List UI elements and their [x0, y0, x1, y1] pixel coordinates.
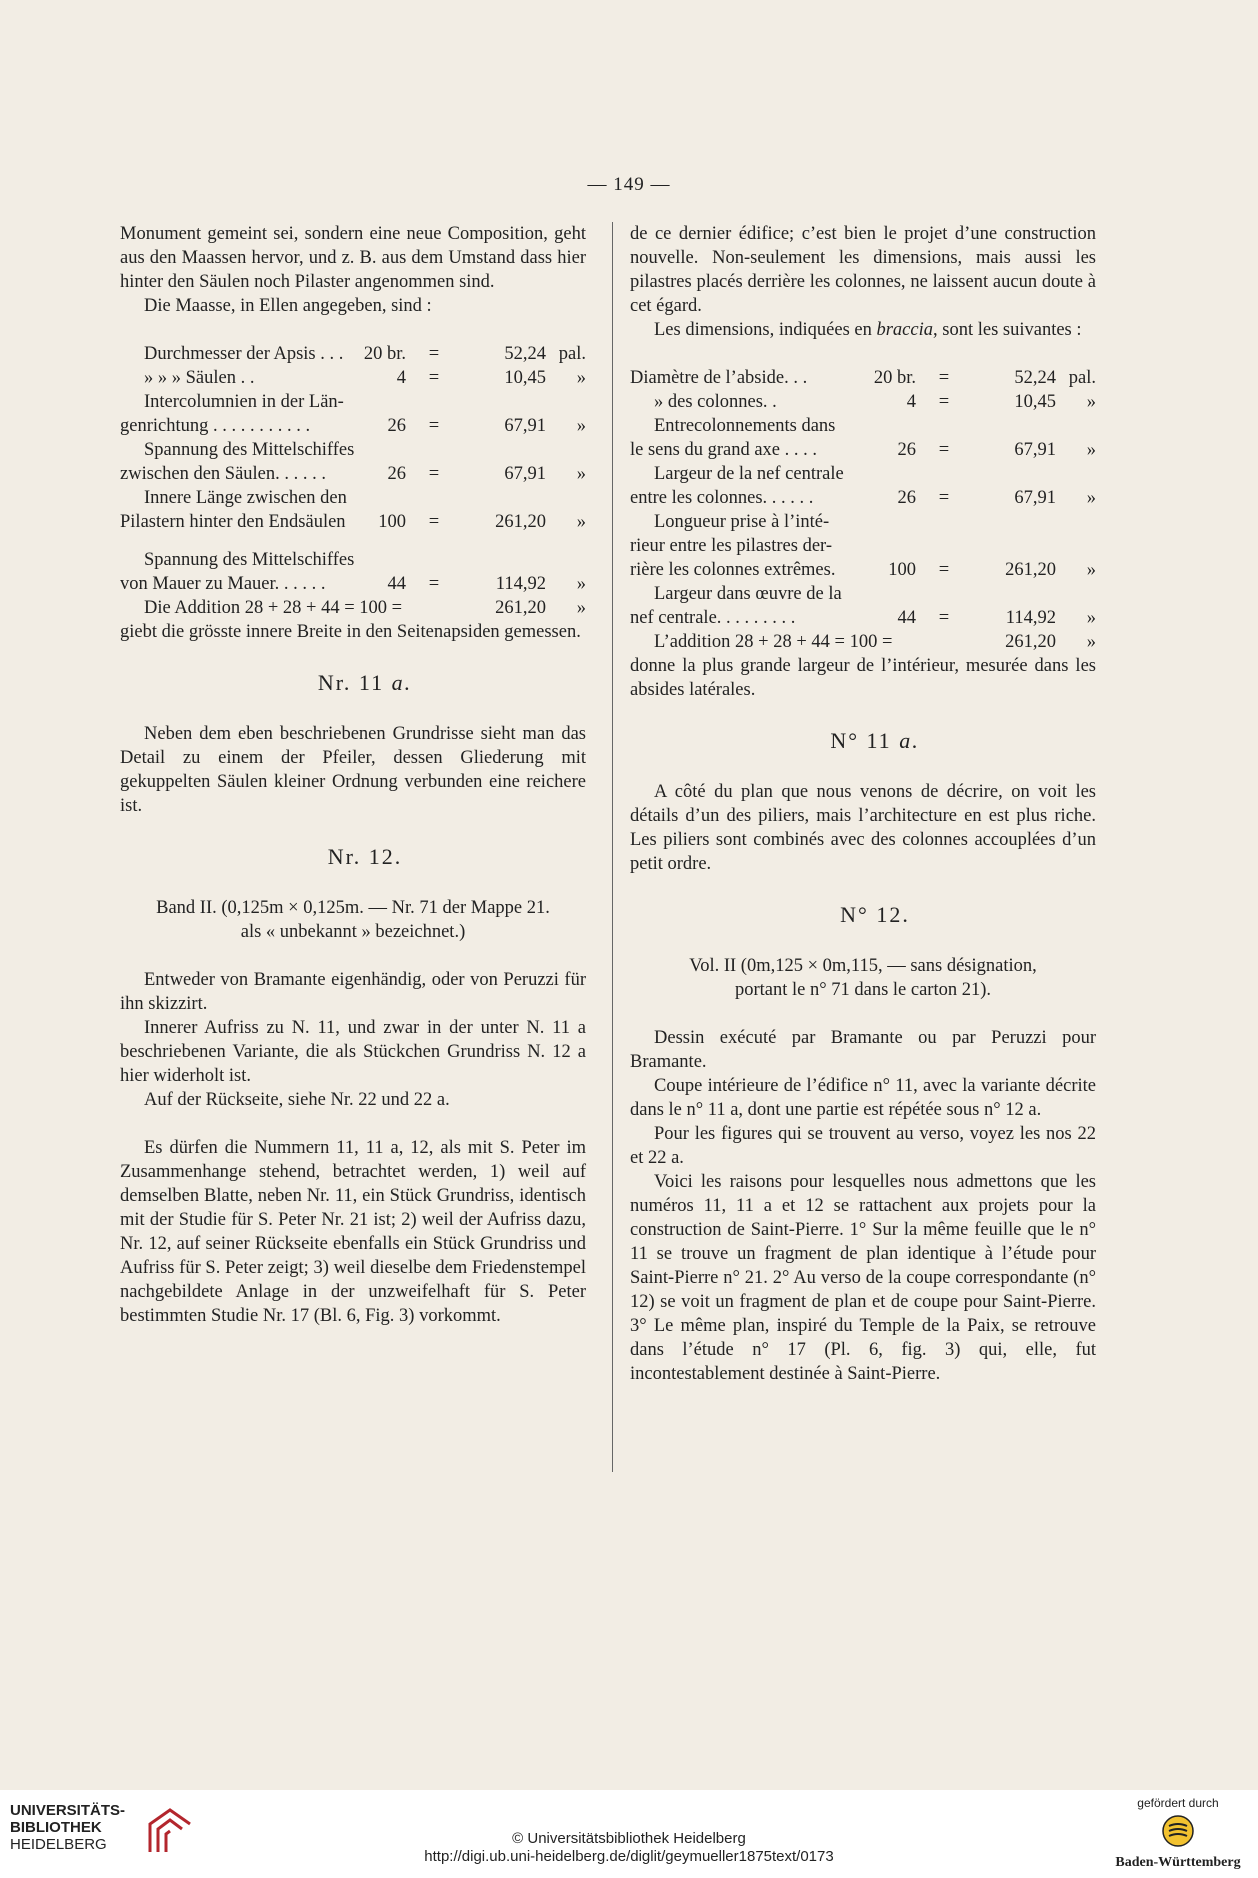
- paragraph: Innerer Aufriss zu N. 11, und zwar in der unter N. 11 a beschriebenen Variante, die als Stückchen Grundriss N. 12 a hier widerholt ist.: [120, 1018, 586, 1086]
- row-unit: »: [1086, 488, 1096, 508]
- row-braccia: 26: [387, 416, 406, 436]
- coat-of-arms-icon: [1161, 1814, 1195, 1848]
- table-row: [120, 548, 586, 572]
- row-label-continued: rieur entre les pilastres der-: [630, 536, 833, 556]
- row-palmi: 261,20: [495, 512, 546, 532]
- paragraph: Dessin exécuté par Bramante ou par Peruzzi pour Bramante.: [630, 1028, 1096, 1072]
- german-column: [120, 222, 586, 1328]
- row-label-continued: Innere Länge zwischen den: [144, 488, 347, 508]
- row-palmi: 52,24: [1014, 368, 1056, 388]
- paragraph: Entweder von Bramante eigenhändig, oder von Peruzzi für ihn skizzirt.: [120, 970, 586, 1014]
- row-label-continued: Largeur de la nef centrale: [654, 464, 844, 484]
- library-name-line: UNIVERSITÄTS-: [10, 1802, 126, 1819]
- paragraph: Voici les raisons pour lesquelles nous admettons que les numéros 11, 11 a et 12 se rattachent aux projets pour la construction de Saint-Pierre. 1° Sur la même feuille que le n° 11 se trouve un fragment de plan identique à l’étude pour Saint-Pierre n° 21. 2° Au verso de la coupe correspondante (n° 12) se voit un fragment de plan et de coupe pour Saint-Pierre. 3° Le même plan, inspiré du Temple de la Paix, se retrouve dans l’étude n° 17 (Pl. 6, fig. 3) qui, elle, fut incontestablement destinée à Saint-Pierre.: [630, 1172, 1096, 1384]
- row-unit: pal.: [558, 344, 586, 364]
- section-heading-12: N° 12.: [840, 902, 910, 927]
- section-heading-11a: [120, 668, 586, 698]
- table-row: [630, 438, 1096, 462]
- row-braccia: 26: [897, 440, 916, 460]
- row-label: L’addition 28 + 28 + 44 = 100 =: [654, 632, 893, 652]
- column-divider: [612, 222, 613, 1472]
- table-row: [630, 606, 1096, 630]
- table-row: [630, 414, 1096, 438]
- row-unit: »: [1086, 632, 1096, 652]
- paragraph: Monument gemeint sei, sondern eine neue Composition, geht aus den Maassen hervor, und z. B. aus dem Umstand dass hier hinter den Säulen noch Pilaster angenommen sind.: [120, 224, 586, 292]
- paragraph: A côté du plan que nous venons de décrire, on voit les détails d’un des piliers, mais l’architecture en est plus riche. Les piliers sont combinés avec des colonnes accouplées d’un petit ordre.: [630, 782, 1096, 874]
- french-column: [630, 222, 1096, 1386]
- table-row: [120, 366, 586, 390]
- heading-suffix: a.: [899, 728, 920, 753]
- equals-sign: =: [428, 574, 440, 594]
- credit-block: [0, 1830, 1258, 1866]
- table-row: [630, 558, 1096, 582]
- row-palmi: 261,20: [1005, 632, 1056, 652]
- row-unit: »: [576, 574, 586, 594]
- row-label-continued: Intercolumnien in der Län-: [144, 392, 344, 412]
- table-row: [630, 510, 1096, 534]
- text-run-italic: braccia: [876, 320, 933, 340]
- row-braccia: 20 br.: [873, 368, 916, 388]
- table-row: [630, 534, 1096, 558]
- measurement-table: [120, 342, 586, 620]
- row-palmi: 114,92: [1005, 608, 1056, 628]
- paragraph: Es dürfen die Nummern 11, 11 a, 12, als mit S. Peter im Zusammenhange stehend, betrachtet werden, 1) weil auf demselben Blatte, neben Nr. 11, ein Stück Grundriss, identisch mit der Studie für S. Peter Nr. 21 ist; 2) weil der Aufriss dazu, Nr. 12, auf seiner Rückseite ebenfalls ein Stück Grundriss und Aufriss für S. Peter zeigt; 3) weil dieselbe dem Friedenstempel nachgebildete Anlage in der unzweifelhaft für S. Peter bestimmten Studie Nr. 17 (Bl. 6, Fig. 3) vorkommt.: [120, 1138, 586, 1326]
- text-run: Les dimensions, indiquées en: [654, 320, 877, 340]
- library-name-line: BIBLIOTHEK: [10, 1819, 102, 1836]
- table-row: [630, 462, 1096, 486]
- paragraph: donne la plus grande largeur de l’intérieur, mesurée dans les absides latérales.: [630, 656, 1096, 700]
- paragraph: de ce dernier édifice; c’est bien le projet d’une construction nouvelle. Non-seulement les dimensions, mais aussi les pilastres placés derrière les colonnes, ne laissent aucun doute à cet égard.: [630, 224, 1096, 316]
- row-unit: »: [576, 416, 586, 436]
- section-heading-11a: [630, 726, 1096, 756]
- digitization-footer: [0, 1790, 1258, 1878]
- equals-sign: =: [938, 488, 950, 508]
- heading-number: N° 11: [830, 728, 900, 753]
- row-label: nef centrale. . . . . . . . .: [630, 608, 796, 628]
- equals-sign: =: [428, 464, 440, 484]
- row-braccia: 20 br.: [363, 344, 406, 364]
- row-label: rière les colonnes extrêmes.: [630, 560, 836, 580]
- row-label: Pilastern hinter den Endsäulen: [120, 512, 346, 532]
- row-braccia: 4: [396, 368, 406, 388]
- table-row: [120, 510, 586, 534]
- table-row: [120, 342, 586, 366]
- catalogue-line: Band II. (0,125m × 0,125m. — Nr. 71 der Mappe 21.: [156, 898, 550, 918]
- library-name-line: HEIDELBERG: [10, 1836, 107, 1853]
- row-label-continued: Entrecolonnements dans: [654, 416, 836, 436]
- table-row: [120, 486, 586, 510]
- table-row: [120, 462, 586, 486]
- table-row: [630, 582, 1096, 606]
- row-palmi: 10,45: [504, 368, 546, 388]
- text-run: , sont les suivantes :: [933, 320, 1082, 340]
- row-unit: »: [576, 598, 586, 618]
- row-palmi: 67,91: [1014, 488, 1056, 508]
- row-label: genrichtung . . . . . . . . . . .: [120, 416, 311, 436]
- row-palmi: 114,92: [495, 574, 546, 594]
- row-unit: »: [1086, 608, 1096, 628]
- paragraph: Neben dem eben beschriebenen Grundrisse sieht man das Detail zu einem der Pfeiler, dessen Gliederung mit gekuppelten Säulen kleiner Ordnung verbunden eine reichere ist.: [120, 724, 586, 816]
- paragraph: Coupe intérieure de l’édifice n° 11, avec la variante décrite dans le n° 11 a, dont une partie est répétée sous n° 12 a.: [630, 1076, 1096, 1120]
- catalogue-line: portant le n° 71 dans le carton 21).: [734, 980, 992, 1000]
- equals-sign: =: [428, 512, 440, 532]
- paragraph: [630, 318, 1096, 342]
- row-palmi: 67,91: [504, 416, 546, 436]
- row-braccia: 26: [897, 488, 916, 508]
- table-row: [120, 596, 586, 620]
- row-palmi: 261,20: [1005, 560, 1056, 580]
- row-label: » des colonnes. .: [654, 392, 777, 412]
- table-row: [120, 414, 586, 438]
- row-label-continued: Spannung des Mittelschiffes: [144, 550, 355, 570]
- table-row: [120, 390, 586, 414]
- row-label: Durchmesser der Apsis . . .: [144, 344, 344, 364]
- paragraph: Die Maasse, in Ellen angegeben, sind :: [144, 296, 432, 316]
- table-row: [630, 366, 1096, 390]
- row-palmi: 10,45: [1014, 392, 1056, 412]
- table-row: [630, 630, 1096, 654]
- row-label: Diamètre de l’abside. . .: [630, 368, 808, 388]
- heading-suffix: a.: [391, 670, 413, 695]
- equals-sign: =: [428, 368, 440, 388]
- row-unit: »: [1086, 440, 1096, 460]
- row-label: zwischen den Säulen. . . . . .: [120, 464, 327, 484]
- row-unit: »: [576, 512, 586, 532]
- row-palmi: 67,91: [1014, 440, 1056, 460]
- row-label: von Mauer zu Mauer. . . . . .: [120, 574, 326, 594]
- row-unit: »: [1086, 560, 1096, 580]
- equals-sign: =: [428, 344, 440, 364]
- source-url[interactable]: http://digi.ub.uni-heidelberg.de/diglit/geymueller1875text/0173: [424, 1848, 834, 1865]
- measurement-table: [630, 366, 1096, 654]
- table-row: [630, 390, 1096, 414]
- row-label-continued: Largeur dans œuvre de la: [654, 584, 842, 604]
- row-label: Die Addition 28 + 28 + 44 = 100 =: [144, 598, 403, 618]
- row-unit: »: [1086, 392, 1096, 412]
- catalogue-line: als « unbekannt » bezeichnet.): [240, 922, 466, 942]
- row-braccia: 100: [888, 560, 916, 580]
- row-braccia: 44: [897, 608, 916, 628]
- row-braccia: 4: [906, 392, 916, 412]
- row-label: le sens du grand axe . . . .: [630, 440, 818, 460]
- row-braccia: 100: [378, 512, 406, 532]
- equals-sign: =: [938, 392, 950, 412]
- equals-sign: =: [938, 608, 950, 628]
- row-label-continued: Longueur prise à l’inté-: [654, 512, 830, 532]
- state-name: Baden-Württemberg: [1115, 1855, 1241, 1870]
- equals-sign: =: [938, 560, 950, 580]
- supported-by-text: gefördert durch: [1137, 1796, 1219, 1810]
- copyright-text: © Universitätsbibliothek Heidelberg: [512, 1830, 746, 1847]
- section-heading-12: Nr. 12.: [327, 844, 403, 869]
- row-unit: »: [576, 368, 586, 388]
- table-row: [120, 572, 586, 596]
- row-palmi: 67,91: [504, 464, 546, 484]
- paragraph: Pour les figures qui se trouvent au verso, voyez les nos 22 et 22 a.: [630, 1124, 1096, 1168]
- sponsor-logo[interactable]: [1108, 1796, 1248, 1876]
- paragraph: Auf der Rückseite, siehe Nr. 22 und 22 a.: [144, 1090, 450, 1110]
- equals-sign: =: [938, 368, 950, 388]
- row-label: entre les colonnes. . . . . .: [630, 488, 814, 508]
- row-braccia: 44: [387, 574, 406, 594]
- row-braccia: 26: [387, 464, 406, 484]
- catalogue-line: Vol. II (0m,125 × 0m,115, — sans désignation,: [689, 956, 1037, 976]
- table-row: [630, 486, 1096, 510]
- row-palmi: 52,24: [504, 344, 546, 364]
- row-palmi: 261,20: [495, 598, 546, 618]
- page-number: — 149 —: [587, 174, 671, 195]
- heading-number: Nr. 11: [317, 670, 392, 695]
- paragraph: giebt die grösste innere Breite in den Seitenapsiden gemessen.: [120, 622, 581, 642]
- row-label-continued: Spannung des Mittelschiffes: [144, 440, 355, 460]
- equals-sign: =: [938, 440, 950, 460]
- table-row: [120, 438, 586, 462]
- row-unit: »: [576, 464, 586, 484]
- row-unit: pal.: [1068, 368, 1096, 388]
- row-label: » » » Säulen . .: [144, 368, 255, 388]
- equals-sign: =: [428, 416, 440, 436]
